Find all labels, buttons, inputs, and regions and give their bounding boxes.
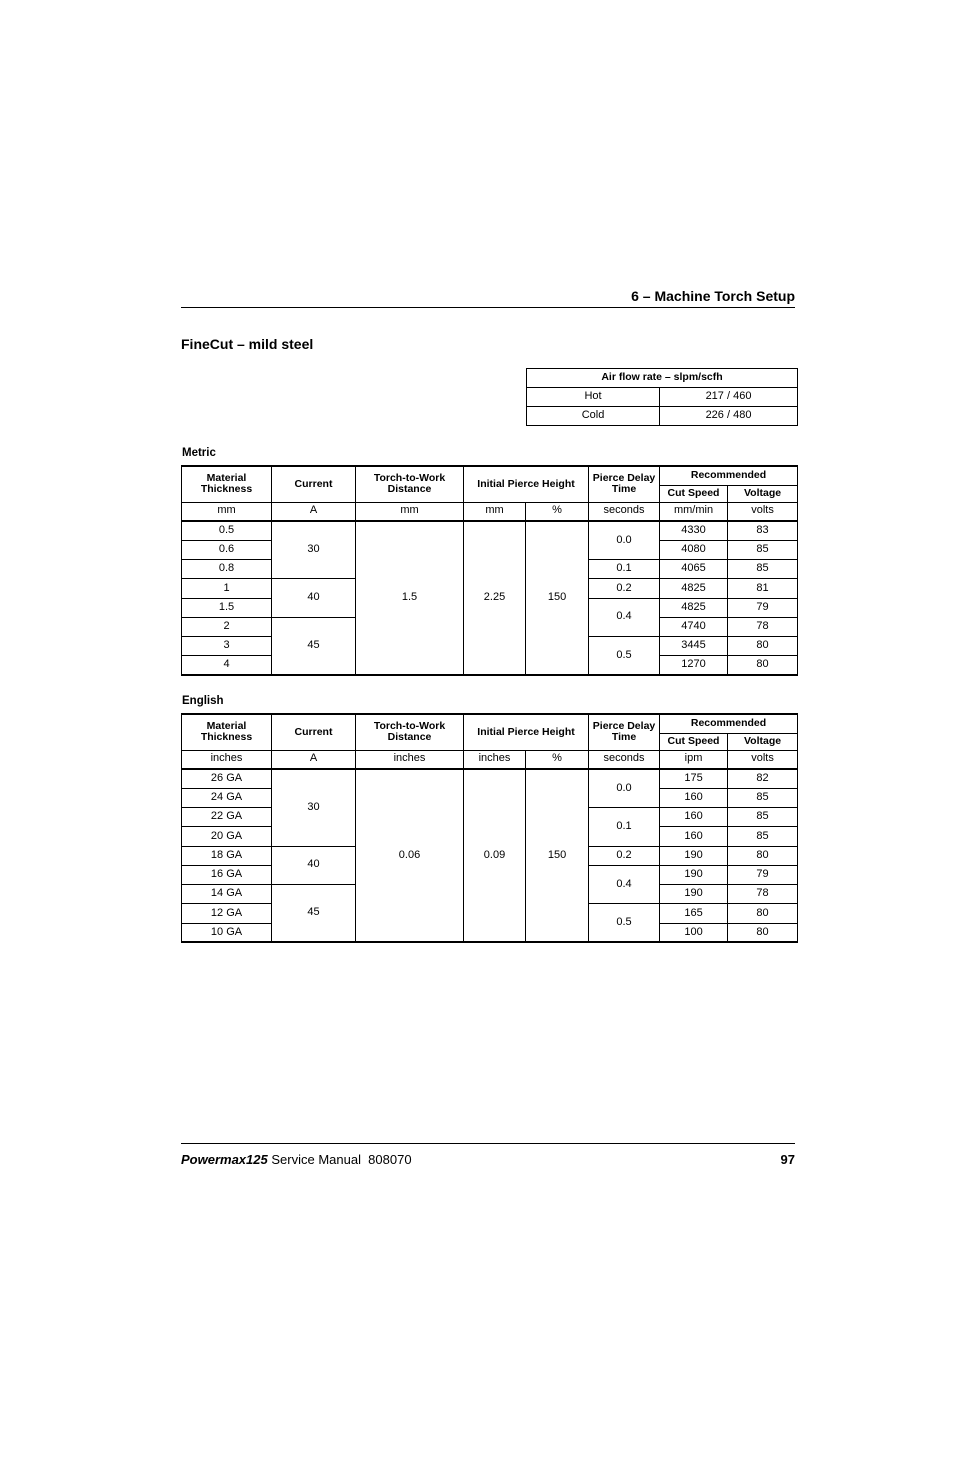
metric-label: Metric <box>182 447 216 459</box>
voltage-cell: 80 <box>728 846 798 865</box>
header-cut-speed: Cut Speed <box>660 733 728 750</box>
unit-thickness: mm <box>182 502 272 521</box>
unit-height-pct: % <box>526 502 589 521</box>
delay-cell: 0.1 <box>589 560 660 579</box>
unit-height-pct: % <box>526 750 589 769</box>
metric-table <box>181 465 798 676</box>
speed-cell: 1270 <box>660 656 728 675</box>
footer-manual-info <box>181 1152 412 1167</box>
header-pierce-delay: Pierce Delay Time <box>589 714 660 750</box>
air-flow-value: 226 / 480 <box>660 407 798 426</box>
voltage-cell: 85 <box>728 560 798 579</box>
air-flow-row <box>527 388 798 407</box>
thickness-cell: 3 <box>182 637 272 656</box>
delay-cell: 0.5 <box>589 904 660 943</box>
air-flow-label: Cold <box>527 407 660 426</box>
section-title: FineCut – mild steel <box>181 336 314 352</box>
thickness-cell: 0.6 <box>182 540 272 559</box>
current-cell: 45 <box>272 617 356 675</box>
chapter-heading: 6 – Machine Torch Setup <box>631 288 795 304</box>
page-number: 97 <box>780 1152 795 1167</box>
delay-cell: 0.5 <box>589 637 660 676</box>
delay-cell: 0.2 <box>589 846 660 865</box>
thickness-cell: 1 <box>182 579 272 598</box>
voltage-cell: 79 <box>728 598 798 617</box>
speed-cell: 160 <box>660 788 728 807</box>
header-voltage: Voltage <box>728 733 798 750</box>
header-pierce-height: Initial Pierce Height <box>464 466 589 502</box>
units-row <box>182 750 798 769</box>
table-row <box>182 769 798 788</box>
voltage-cell: 81 <box>728 579 798 598</box>
speed-cell: 190 <box>660 846 728 865</box>
table-row <box>182 521 798 540</box>
unit-distance: inches <box>356 750 464 769</box>
thickness-cell: 14 GA <box>182 885 272 904</box>
header-recommended: Recommended <box>660 714 798 733</box>
voltage-cell: 85 <box>728 808 798 827</box>
unit-current: A <box>272 502 356 521</box>
delay-cell: 0.0 <box>589 521 660 560</box>
thickness-cell: 16 GA <box>182 865 272 884</box>
footer-brand: Powermax125 <box>181 1152 268 1167</box>
voltage-cell: 79 <box>728 865 798 884</box>
voltage-cell: 80 <box>728 904 798 923</box>
current-cell: 40 <box>272 579 356 618</box>
pierce-height-cell: 2.25 <box>464 521 526 675</box>
air-flow-row <box>527 407 798 426</box>
voltage-cell: 85 <box>728 788 798 807</box>
unit-voltage: volts <box>728 750 798 769</box>
voltage-cell: 80 <box>728 656 798 675</box>
thickness-cell: 0.5 <box>182 521 272 540</box>
thickness-cell: 10 GA <box>182 923 272 942</box>
voltage-cell: 78 <box>728 617 798 636</box>
unit-height: inches <box>464 750 526 769</box>
unit-thickness: inches <box>182 750 272 769</box>
header-rule <box>181 307 795 308</box>
thickness-cell: 4 <box>182 656 272 675</box>
speed-cell: 165 <box>660 904 728 923</box>
thickness-cell: 0.8 <box>182 560 272 579</box>
unit-distance: mm <box>356 502 464 521</box>
unit-speed: ipm <box>660 750 728 769</box>
pierce-pct-cell: 150 <box>526 769 589 942</box>
speed-cell: 4825 <box>660 598 728 617</box>
thickness-cell: 20 GA <box>182 827 272 846</box>
voltage-cell: 78 <box>728 885 798 904</box>
units-row <box>182 502 798 521</box>
delay-cell: 0.0 <box>589 769 660 808</box>
header-current: Current <box>272 466 356 502</box>
header-pierce-delay: Pierce Delay Time <box>589 466 660 502</box>
header-torch-distance: Torch-to-Work Distance <box>356 466 464 502</box>
header-cut-speed: Cut Speed <box>660 485 728 502</box>
air-flow-table <box>526 368 798 426</box>
speed-cell: 100 <box>660 923 728 942</box>
delay-cell: 0.4 <box>589 598 660 637</box>
speed-cell: 190 <box>660 865 728 884</box>
pierce-height-cell: 0.09 <box>464 769 526 942</box>
header-current: Current <box>272 714 356 750</box>
thickness-cell: 26 GA <box>182 769 272 788</box>
header-voltage: Voltage <box>728 485 798 502</box>
thickness-cell: 24 GA <box>182 788 272 807</box>
pierce-pct-cell: 150 <box>526 521 589 675</box>
voltage-cell: 85 <box>728 827 798 846</box>
thickness-cell: 1.5 <box>182 598 272 617</box>
header-pierce-height: Initial Pierce Height <box>464 714 589 750</box>
speed-cell: 4825 <box>660 579 728 598</box>
voltage-cell: 80 <box>728 923 798 942</box>
unit-current: A <box>272 750 356 769</box>
speed-cell: 3445 <box>660 637 728 656</box>
unit-height: mm <box>464 502 526 521</box>
speed-cell: 160 <box>660 827 728 846</box>
footer-rule <box>181 1143 795 1144</box>
air-flow-value: 217 / 460 <box>660 388 798 407</box>
header-torch-distance: Torch-to-Work Distance <box>356 714 464 750</box>
footer-manual: Service Manual 808070 <box>271 1152 412 1167</box>
thickness-cell: 2 <box>182 617 272 636</box>
speed-cell: 175 <box>660 769 728 788</box>
delay-cell: 0.4 <box>589 865 660 904</box>
header-recommended: Recommended <box>660 466 798 485</box>
speed-cell: 160 <box>660 808 728 827</box>
unit-speed: mm/min <box>660 502 728 521</box>
delay-cell: 0.2 <box>589 579 660 598</box>
current-cell: 30 <box>272 769 356 846</box>
air-flow-title: Air flow rate – slpm/scfh <box>527 369 798 388</box>
distance-cell: 0.06 <box>356 769 464 942</box>
current-cell: 40 <box>272 846 356 885</box>
thickness-cell: 18 GA <box>182 846 272 865</box>
voltage-cell: 83 <box>728 521 798 540</box>
english-table <box>181 713 798 943</box>
speed-cell: 4330 <box>660 521 728 540</box>
speed-cell: 4740 <box>660 617 728 636</box>
thickness-cell: 22 GA <box>182 808 272 827</box>
speed-cell: 4080 <box>660 540 728 559</box>
english-label: English <box>182 695 224 707</box>
air-flow-label: Hot <box>527 388 660 407</box>
current-cell: 45 <box>272 885 356 943</box>
current-cell: 30 <box>272 521 356 579</box>
unit-delay: seconds <box>589 750 660 769</box>
speed-cell: 4065 <box>660 560 728 579</box>
delay-cell: 0.1 <box>589 808 660 847</box>
voltage-cell: 80 <box>728 637 798 656</box>
header-material: Material Thickness <box>182 714 272 750</box>
speed-cell: 190 <box>660 885 728 904</box>
voltage-cell: 82 <box>728 769 798 788</box>
unit-voltage: volts <box>728 502 798 521</box>
unit-delay: seconds <box>589 502 660 521</box>
thickness-cell: 12 GA <box>182 904 272 923</box>
voltage-cell: 85 <box>728 540 798 559</box>
header-material: Material Thickness <box>182 466 272 502</box>
distance-cell: 1.5 <box>356 521 464 675</box>
